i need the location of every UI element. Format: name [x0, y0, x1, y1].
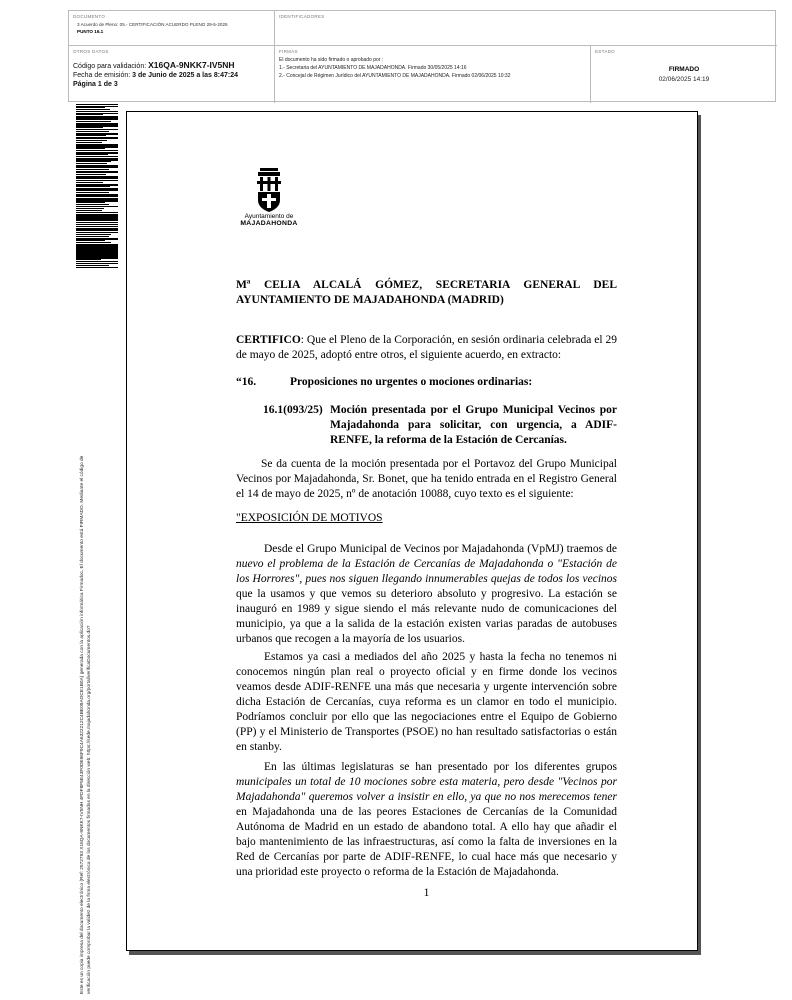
firma-2: 2.- Concejal de Régimen Jurídico del AYUNTAMIENTO DE MAJADAHONDA. Firmado 02/06/2025 10:32	[279, 73, 511, 79]
ayuntamiento-logo	[232, 168, 306, 227]
barcode-bar	[76, 127, 103, 128]
barcode	[76, 104, 118, 278]
certifico-label: CERTIFICO	[236, 334, 301, 346]
barcode-bar	[76, 156, 118, 157]
barcode-bar	[76, 263, 118, 264]
barcode-bar	[76, 174, 106, 175]
logo-line2: MAJADAHONDA	[240, 220, 298, 227]
barcode-bar	[76, 259, 101, 260]
coat-of-arms-icon	[254, 168, 284, 212]
paragraph-2-italic: nuevo el problema de la Estación de Cercanías de Majadahonda o "Estación de los Horrores", pues nos siguen llegando innumerables quejas de todos los vecinos	[236, 558, 617, 585]
estado-cell	[591, 46, 777, 103]
barcode-bar	[76, 119, 118, 120]
pagina-indicator: Página 1 de 3	[73, 81, 118, 88]
page-number: 1	[423, 887, 430, 899]
barcode-bar	[76, 212, 118, 213]
firmas-label: FIRMAS	[279, 49, 298, 54]
barcode-bar	[76, 192, 109, 193]
barcode-bar	[76, 148, 105, 149]
barcode-bar	[76, 154, 108, 155]
section-number: “16.	[236, 376, 257, 388]
documento-label: DOCUMENTO	[73, 14, 106, 19]
paragraph-2-start: Desde el Grupo Municipal de Vecinos por Majadahonda (VpMJ) traemos de	[264, 543, 617, 555]
codigo-validacion	[73, 60, 235, 70]
barcode-bar	[76, 220, 118, 221]
otros-datos-label: OTROS DATOS	[73, 49, 109, 54]
paragraph-4-start: En las últimas legislaturas se han presentado por los diferentes grupos	[264, 761, 617, 773]
barcode-bar	[76, 169, 109, 170]
side-text-line1: Este es un copia impresa del documento electrónico (Ref: 2572793 X16QA-9NKK7-IV5NH 4FDF8F5E43F0DE96F9C4A6322212C4BE09AOCE1B0A) generada con la aplicación informática Firmadoc. El documento está FIRMADO. Mediante el código de	[80, 455, 85, 994]
fecha-label: Fecha de emisión:	[73, 72, 131, 79]
barcode-bar	[76, 265, 109, 266]
barcode-bar	[76, 180, 118, 181]
barcode-bar	[76, 140, 107, 141]
paragraph-4-italic: municipales un total de 10 mociones sobre esta materia, pero desde "Vecinos por Majadahonda" queremos volver a insistir en ello, ya que no nos merecemos tener	[236, 776, 617, 803]
estado-date: 02/06/2025 14:19	[658, 76, 710, 83]
barcode-bar	[76, 224, 118, 225]
barcode-bar	[76, 104, 118, 105]
section-title: Proposiciones no urgentes o mociones ordinarias:	[290, 376, 533, 388]
barcode-bar	[76, 190, 118, 191]
documento-line2: PUNTO 16.1	[77, 29, 104, 34]
paragraph-4	[236, 760, 617, 880]
barcode-bar	[76, 178, 118, 179]
barcode-bar	[76, 167, 118, 168]
document-heading	[236, 278, 617, 308]
barcode-bar	[76, 109, 110, 110]
barcode-bar	[76, 129, 118, 130]
barcode-bar	[76, 230, 118, 231]
documento-line1: 3 Acuerdo de Pleno: 05.- CERTIFICACIÓN ACUERDO PLENO 29-5-2025	[77, 22, 228, 27]
barcode-bar	[76, 202, 105, 203]
document-metadata-header	[68, 10, 776, 102]
codigo-value[interactable]: X16QA-9NKK7-IV5NH	[148, 60, 235, 70]
barcode-bar	[76, 232, 118, 233]
identificadores-label: IDENTIFICADORES	[279, 14, 325, 19]
barcode-bar	[76, 236, 109, 237]
barcode-bar	[76, 121, 111, 122]
barcode-bar	[76, 206, 118, 207]
paragraph-1: Se da cuenta de la moción presentada por el Portavoz del Grupo Municipal Vecinos por Majadahonda, Sr. Bonet, que ha tenido entrada en el Registro General el 14 de mayo de 2025, nº de anotación 10088, cuyo texto es el siguiente:	[236, 458, 617, 500]
barcode-bar	[76, 186, 110, 187]
barcode-bar	[76, 222, 118, 223]
estado-label: ESTADO	[595, 49, 615, 54]
barcode-bar	[76, 196, 118, 197]
barcode-bar	[76, 226, 118, 227]
barcode-bar	[76, 161, 111, 162]
heading-line1: Mª CELIA ALCALÁ GÓMEZ, SECRETARIA GENERAL DEL	[236, 279, 617, 291]
barcode-bar	[76, 135, 106, 136]
documento-cell	[69, 11, 275, 46]
fecha-value: 3 de Junio de 2025 a las 8:47:24	[132, 72, 238, 79]
codigo-label: Código para validación:	[73, 63, 147, 70]
barcode-bar	[76, 138, 118, 139]
barcode-bar	[76, 142, 102, 143]
identificadores-cell	[275, 11, 777, 46]
verification-side-text	[80, 294, 93, 994]
firma-1: 1.- Secretaria del AYUNTAMIENTO DE MAJADAHONDA. Firmado 30/05/2025 14:16	[279, 65, 467, 71]
firmas-cell	[275, 46, 591, 103]
motion-number: 16.1(093/25)	[263, 404, 323, 416]
barcode-bar	[76, 114, 103, 115]
barcode-bar	[76, 150, 118, 151]
barcode-bar	[76, 107, 105, 108]
barcode-bar	[76, 182, 103, 183]
barcode-bar	[76, 131, 109, 132]
barcode-bar	[76, 261, 118, 262]
barcode-bar	[76, 163, 107, 164]
barcode-bar	[76, 210, 102, 211]
side-text-line2: verificación puede comprobar la validez de la firma electrónica de los documentos firmados en la dirección web: https://sede.majadahonda.org/portal/verificaDocumentos.do?	[86, 625, 92, 994]
exposicion-title: "EXPOSICIÓN DE MOTIVOS	[236, 512, 383, 524]
fecha-emision	[73, 72, 238, 79]
firmas-intro: El documento ha sido firmado o aprobado por :	[279, 57, 384, 63]
paragraph-2-end: que la usamos y que vemos su deterioro absoluto y progresivo. La estación se inauguró en 1989 y sigue siendo el más relevante nudo de comunicaciones del municipio, ya que a la salida de la estación existen varias paradas de autobuses urbanos que recogen a la mayoría de los usuarios.	[236, 588, 617, 645]
logo-line1: Ayuntamiento de	[244, 213, 294, 220]
paragraph-3: Estamos ya casi a mediados del año 2025 y hasta la fecha no tenemos ni conocemos ningún plan real o proyecto oficial y en firme donde los vecinos veamos desde ADIF-RENFE una más que necesaria y urgente intervención sobre dicha Estación de Cercanías, cuya reforma es un clamor en todo el municipio. Podríamos concluir por ello que las negociaciones entre el Equipo de Gobierno (PP) y el Ministerio de Transportes (PSOE) no han resultado satisfactorias o están en stanby.	[236, 651, 617, 753]
barcode-bar	[76, 267, 118, 268]
estado-value: FIRMADO	[668, 66, 700, 73]
barcode-bar	[76, 208, 104, 209]
paragraph-2	[236, 542, 617, 647]
barcode-bar	[76, 242, 111, 243]
certifico-paragraph	[236, 333, 617, 363]
barcode-bar	[76, 172, 118, 173]
barcode-bar	[76, 240, 105, 241]
barcode-bar	[76, 234, 111, 235]
barcode-bar	[76, 111, 118, 112]
paragraph-4-end: en Majadahonda una de las peores Estaciones de Cercanías de la Comunidad Autónoma de Madrid en un estado de abandono total. A ello hay que añadir el bajo mantenimiento de las infraestructuras, así como la falta de inversiones en la Red de Cercanías por parte de ADIF-RENFE, lo cual hace más que necesario y una prioridad este proyecto o reforma de la Estación de Majadahonda.	[236, 806, 617, 878]
certifico-text: : Que el Pleno de la Corporación, en sesión ordinaria celebrada el 29 de mayo de 2025, adoptó entre otros, el siguiente acuerdo, en extracto:	[236, 334, 617, 361]
motion-title: Moción presentada por el Grupo Municipal Vecinos por Majadahonda para solicitar, con urgencia, a ADIF-RENFE, la reforma de la Estación de Cercanías.	[330, 404, 617, 446]
otros-datos-cell	[69, 46, 275, 103]
barcode-bar	[76, 204, 109, 205]
heading-line2: AYUNTAMIENTO DE MAJADAHONDA (MADRID)	[236, 294, 504, 306]
